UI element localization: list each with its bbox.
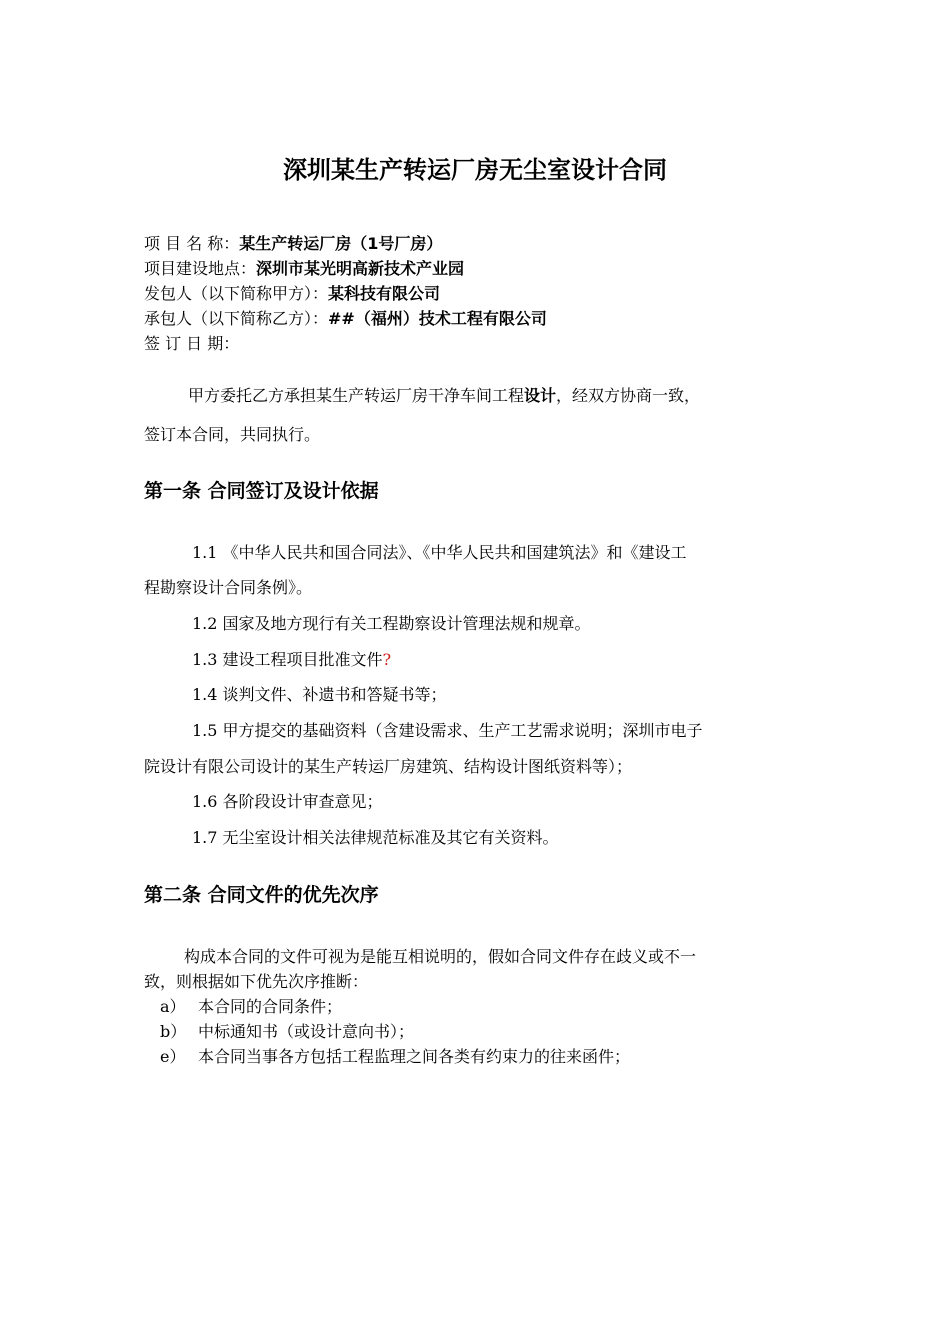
info-label: 签 订 日 期： — [144, 334, 240, 353]
info-row-party-b — [144, 306, 824, 331]
info-row-party-a — [144, 281, 824, 306]
info-row-project-name — [144, 231, 824, 256]
clause-1-3-text: 1.3 建设工程项目批准文件 — [192, 650, 383, 669]
list-item-marker: a） — [160, 997, 186, 1016]
priority-list-item — [160, 1045, 630, 1069]
clause-1-5-line1: 1.5 甲方提交的基础资料（含建设需求、生产工艺需求说明；深圳市电子 — [192, 721, 703, 740]
clause-1-6: 1.6 各阶段设计审查意见； — [192, 792, 383, 811]
clause-1-7: 1.7 无尘室设计相关法律规范标准及其它有关资料。 — [192, 828, 559, 847]
list-item-text: 中标通知书（或设计意向书）； — [198, 1022, 415, 1041]
clause-1-2: 1.2 国家及地方现行有关工程勘察设计管理法规和规章。 — [192, 614, 591, 633]
info-value: 深圳市某光明高新技术产业园 — [256, 259, 465, 278]
info-value: 某生产转运厂房（1号厂房） — [239, 234, 443, 253]
clause-1-1-line1: 1.1 《中华人民共和国合同法》、《中华人民共和国建筑法》和《建设工 — [192, 543, 687, 562]
priority-list-item — [160, 1020, 414, 1044]
info-value: ##（福州）技术工程有限公司 — [328, 309, 547, 328]
info-value: 某科技有限公司 — [328, 284, 441, 303]
intro-paragraph-line2: 签订本合同，共同执行。 — [144, 425, 321, 444]
list-item-marker: e） — [160, 1047, 186, 1066]
article2-paragraph-line2: 致，则根据如下优先次序推断： — [144, 972, 369, 991]
info-row-sign-date — [144, 331, 824, 356]
project-info-block — [144, 231, 824, 356]
intro-bold-text: 设计 — [524, 386, 557, 405]
intro-text: ，经双方协商一致， — [556, 386, 701, 405]
info-label: 发包人（以下简称甲方）： — [144, 284, 329, 303]
info-label: 项 目 名 称： — [144, 234, 240, 253]
clause-1-5-line2: 院设计有限公司设计的某生产转运厂房建筑、结构设计图纸资料等）； — [144, 757, 633, 776]
info-row-project-location — [144, 256, 824, 281]
list-item-text: 本合同当事各方包括工程监理之间各类有约束力的往来函件； — [198, 1047, 631, 1066]
document-title: 深圳某生产转运厂房无尘室设计合同 — [283, 156, 667, 184]
list-item-text: 本合同的合同条件； — [198, 997, 343, 1016]
article2-paragraph-line1: 构成本合同的文件可视为是能互相说明的，假如合同文件存在歧义或不一 — [184, 947, 697, 966]
clause-1-3-mark: ? — [382, 650, 392, 669]
article1-heading: 第一条 合同签订及设计依据 — [144, 480, 379, 502]
intro-text: 甲方委托乙方承担某生产转运厂房干净车间工程 — [188, 386, 525, 405]
info-label: 项目建设地点： — [144, 259, 257, 278]
intro-paragraph-line1 — [188, 384, 700, 408]
list-item-marker: b） — [160, 1022, 187, 1041]
clause-1-4: 1.4 谈判文件、补遗书和答疑书等； — [192, 685, 447, 704]
clause-1-3 — [192, 648, 391, 672]
article2-heading: 第二条 合同文件的优先次序 — [144, 884, 379, 906]
priority-list-item — [160, 995, 342, 1019]
clause-1-1-line2: 程勘察设计合同条例》。 — [144, 578, 313, 597]
info-label: 承包人（以下简称乙方）： — [144, 309, 329, 328]
